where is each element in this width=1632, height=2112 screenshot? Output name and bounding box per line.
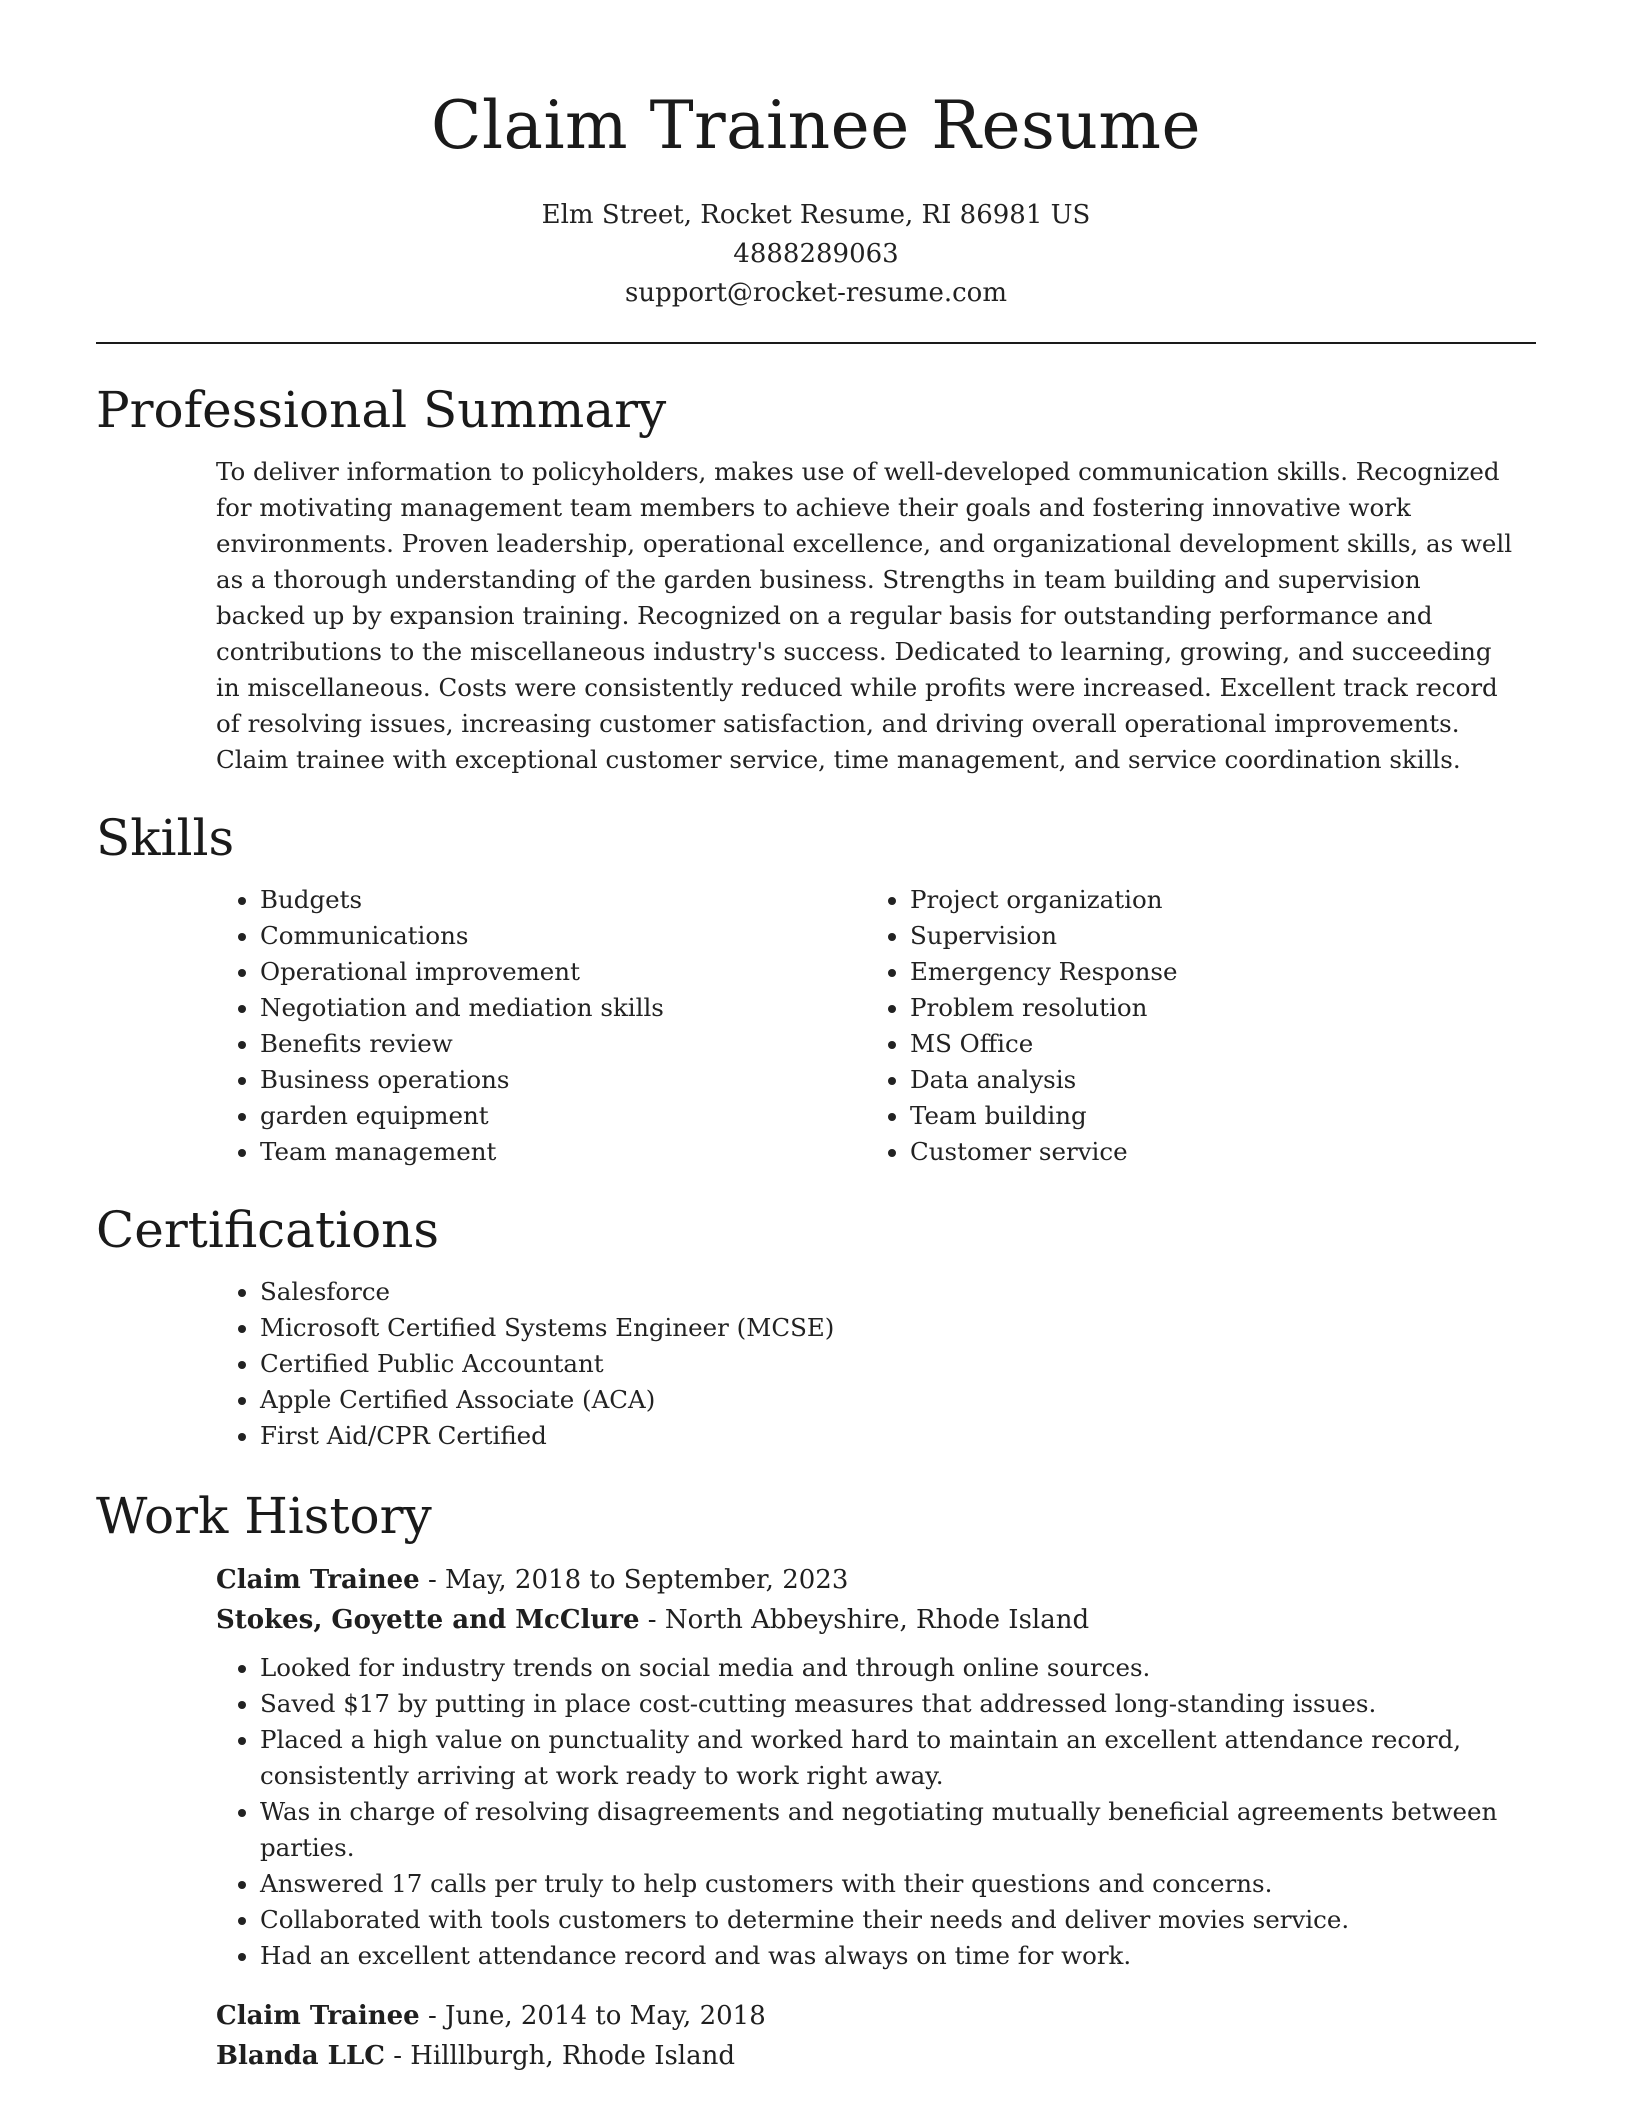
- contact-address: Elm Street, Rocket Resume, RI 86981 US: [541, 200, 1091, 230]
- contact-phone: 4888289063: [733, 239, 899, 269]
- job-duty-item: • Answered 17 calls per truly to help customers with their questions and concerns.: [260, 1866, 1516, 1902]
- job-duties-list: [216, 1650, 1516, 1974]
- skill-item: • Supervision: [910, 918, 1516, 954]
- summary-heading: Professional Summary: [96, 381, 667, 439]
- certification-item: • Salesforce: [260, 1274, 1516, 1310]
- job-title-line: [216, 1560, 1516, 1600]
- skill-item: • garden equipment: [260, 1098, 866, 1134]
- job-title-line: [216, 1996, 1516, 2036]
- skill-item: • Communications: [260, 918, 866, 954]
- work-history-heading: Work History: [96, 1487, 432, 1545]
- skills-section: [96, 808, 1536, 1170]
- certifications-section: [96, 1200, 1536, 1454]
- skill-item: • Emergency Response: [910, 954, 1516, 990]
- job-company-line: [216, 1600, 1516, 1640]
- skill-item: • Data analysis: [910, 1062, 1516, 1098]
- job-company-line: [216, 2036, 1516, 2076]
- skills-column-right: [866, 882, 1516, 1170]
- certifications-body: [216, 1274, 1516, 1454]
- job-entry: [216, 1996, 1516, 2076]
- skills-heading: Skills: [96, 809, 235, 867]
- skill-item: • Operational improvement: [260, 954, 866, 990]
- skills-list-right: [866, 882, 1516, 1170]
- certifications-list: [216, 1274, 1516, 1454]
- skill-item: • Team building: [910, 1098, 1516, 1134]
- page-title: Claim Trainee Resume: [430, 87, 1202, 164]
- skill-item: • Negotiation and mediation skills: [260, 990, 866, 1026]
- job-duty-item: • Had an excellent attendance record and was always on time for work.: [260, 1938, 1516, 1974]
- job-duty-item: • Looked for industry trends on social media and through online sources.: [260, 1650, 1516, 1686]
- job-duty-item: • Collaborated with tools customers to determine their needs and deliver movies service.: [260, 1902, 1516, 1938]
- certification-item: • Microsoft Certified Systems Engineer (MCSE): [260, 1310, 1516, 1346]
- job-company: Blanda LLC: [216, 2041, 385, 2071]
- certification-item: • First Aid/CPR Certified: [260, 1418, 1516, 1454]
- skills-column-left: [216, 882, 866, 1170]
- certification-item: • Certified Public Accountant: [260, 1346, 1516, 1382]
- job-role: Claim Trainee: [216, 2001, 420, 2031]
- job-location: - North Abbeyshire, Rhode Island: [639, 1605, 1090, 1635]
- summary-section: [96, 380, 1536, 778]
- job-entry: [216, 1560, 1516, 1974]
- resume-header: [0, 0, 1632, 313]
- contact-email: support@rocket-resume.com: [624, 278, 1007, 308]
- job-role: Claim Trainee: [216, 1565, 420, 1595]
- skill-item: • Team management: [260, 1134, 866, 1170]
- certification-item: • Apple Certified Associate (ACA): [260, 1382, 1516, 1418]
- skill-item: • Budgets: [260, 882, 866, 918]
- job-duty-item: • Placed a high value on punctuality and worked hard to maintain an excellent attendance record, consistently arriving at work ready to work right away.: [260, 1722, 1516, 1794]
- job-duty-item: • Was in charge of resolving disagreements and negotiating mutually beneficial agreements between parties.: [260, 1794, 1516, 1866]
- contact-block: [0, 196, 1632, 313]
- skill-item: • Benefits review: [260, 1026, 866, 1062]
- skill-item: • Business operations: [260, 1062, 866, 1098]
- summary-text: To deliver information to policyholders, makes use of well-developed communication skills. Recognized for motivating management team members to achieve their goals and fostering innovative work environments. Proven leadership, operational excellence, and organizational development skills, as well as a thorough understanding of the garden business. Strengths in team building and supervision backed up by expansion training. Recognized on a regular basis for outstanding performance and contributions to the miscellaneous industry's success. Dedicated to learning, growing, and succeeding in miscellaneous. Costs were consistently reduced while profits were increased. Excellent track record of resolving issues, increasing customer satisfaction, and driving overall operational improvements. Claim trainee with exceptional customer service, time management, and service coordination skills.: [216, 457, 1513, 774]
- work-history-jobs: [216, 1560, 1516, 2076]
- skill-item: • MS Office: [910, 1026, 1516, 1062]
- job-location: - Hilllburgh, Rhode Island: [384, 2041, 736, 2071]
- skills-list-left: [216, 882, 866, 1170]
- job-company: Stokes, Goyette and McClure: [216, 1605, 640, 1635]
- job-duty-item: • Saved $17 by putting in place cost-cutting measures that addressed long-standing issues.: [260, 1686, 1516, 1722]
- skill-item: • Customer service: [910, 1134, 1516, 1170]
- work-history-section: [96, 1486, 1536, 2086]
- job-dates: - May, 2018 to September, 2023: [419, 1565, 849, 1595]
- skill-item: • Project organization: [910, 882, 1516, 918]
- certifications-heading: Certifications: [96, 1201, 440, 1259]
- header-divider: [96, 342, 1536, 344]
- skill-item: • Problem resolution: [910, 990, 1516, 1026]
- job-dates: - June, 2014 to May, 2018: [419, 2001, 766, 2031]
- skills-columns: [216, 882, 1516, 1170]
